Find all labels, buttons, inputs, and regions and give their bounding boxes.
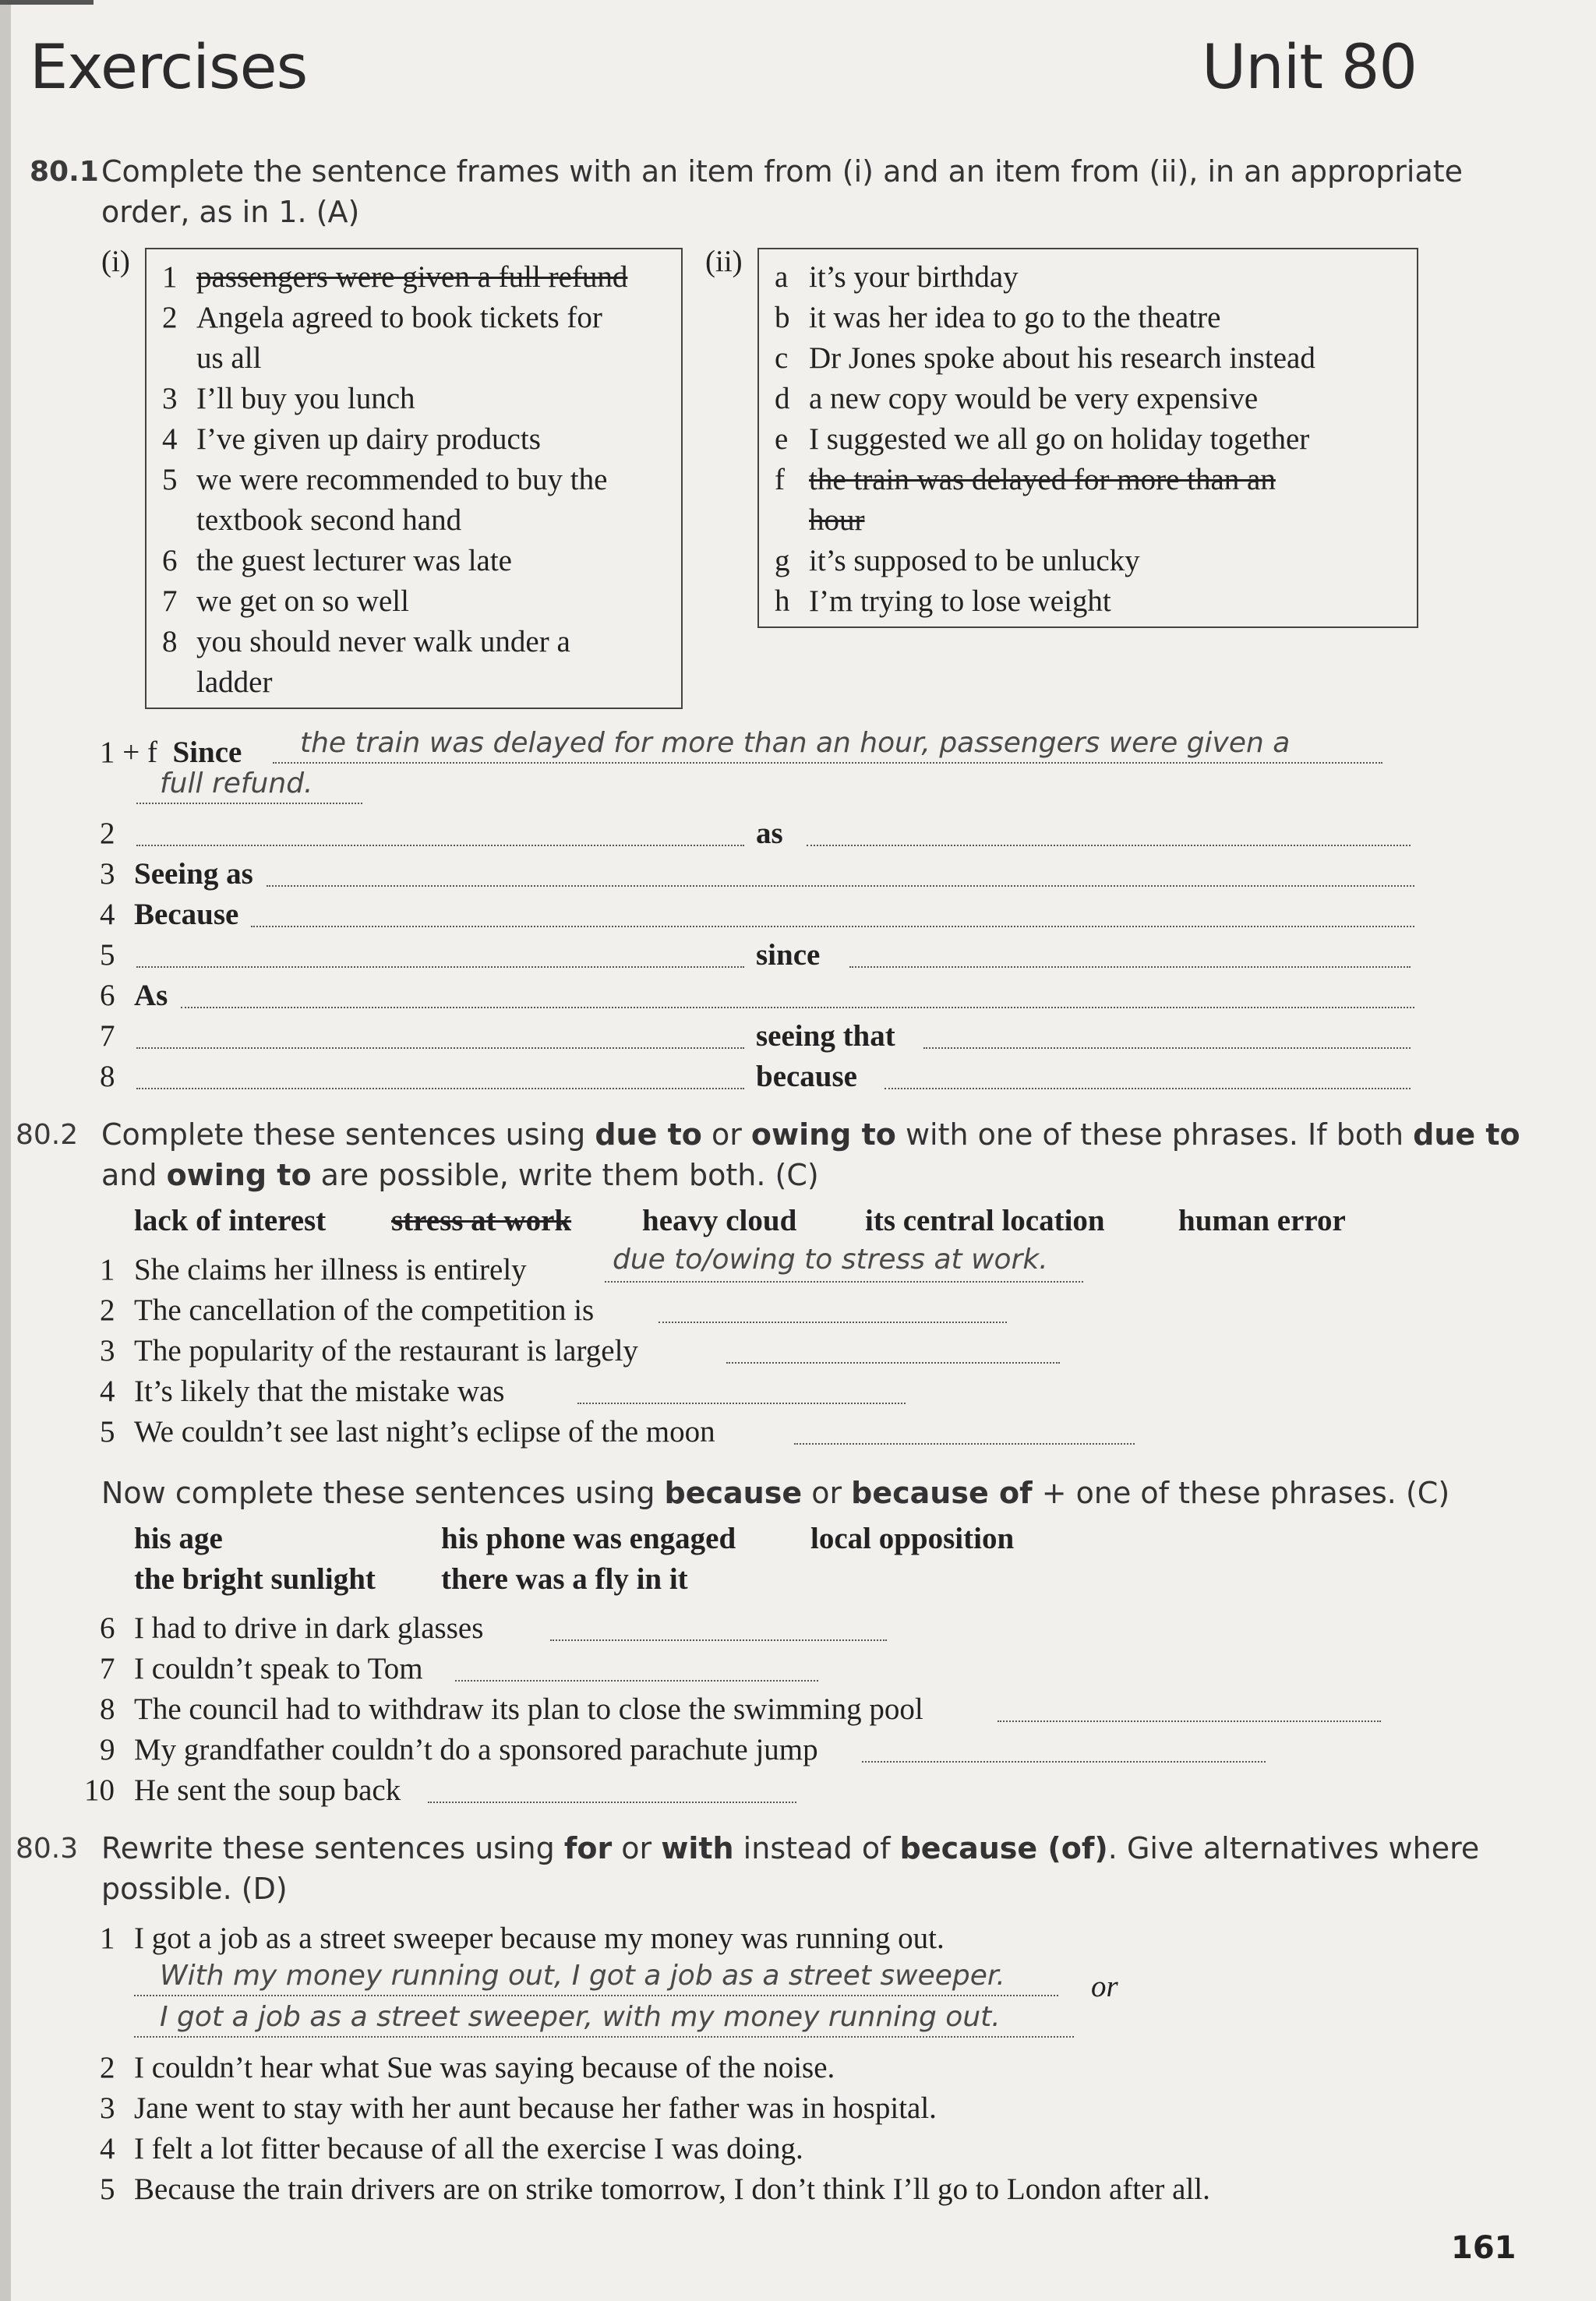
frame-number: 3	[100, 857, 115, 891]
top-rule	[0, 0, 94, 5]
item-letter: f	[775, 463, 785, 496]
frame-connector: As	[134, 979, 168, 1012]
example-answer-line2: full refund.	[160, 768, 313, 799]
rewrite-answer-1: With my money running out, I got a job as a street sweeper.	[160, 1960, 1005, 1992]
item-text: I suggested we all go on holiday together	[809, 422, 1310, 456]
item-text: the train was delayed for more than an	[809, 463, 1276, 496]
column-item	[162, 662, 272, 703]
item-letter: 2	[162, 301, 178, 334]
answer-line	[273, 762, 1382, 764]
item-number: 6	[100, 1611, 115, 1645]
item-number: 3	[100, 1334, 115, 1368]
item-number: 4	[100, 2132, 115, 2165]
item-text: I couldn’t hear what Sue was saying because of the noise.	[134, 2051, 835, 2084]
item-number: 1	[100, 1922, 115, 1955]
item-number: 5	[100, 2172, 115, 2206]
answer-line	[134, 1995, 1058, 1996]
answer-line	[849, 966, 1411, 968]
answer-line	[807, 845, 1411, 846]
sentence-item	[100, 1689, 923, 1730]
item-number: 8	[100, 1692, 115, 1726]
item-number: 10	[84, 1773, 115, 1807]
sentence-item	[100, 1331, 638, 1371]
column-item	[162, 379, 415, 419]
item-text: textbook second hand	[196, 503, 462, 537]
instruction-80-3-line2: possible. (D)	[101, 1872, 288, 1906]
item-number: 7	[100, 1652, 115, 1685]
sentence-item	[100, 1290, 594, 1331]
item-text: ladder	[196, 665, 273, 699]
column-item	[775, 500, 865, 541]
instruction-80-2-line2: and owing to are possible, write them both. (C)	[101, 1158, 819, 1192]
item-text: I felt a lot fitter because of all the exercise I was doing.	[134, 2132, 803, 2165]
phrase-option-used: stress at work	[391, 1204, 572, 1237]
column-item	[162, 541, 512, 581]
page-edge	[0, 0, 11, 2301]
instruction-80-2-part2: Now complete these sentences using because or because of + one of these phrases. (C)	[101, 1476, 1450, 1510]
frame-number: 6	[100, 979, 115, 1012]
item-letter: 7	[162, 584, 178, 618]
answer-line	[577, 1403, 906, 1404]
answer-line	[605, 1281, 1083, 1283]
sentence-item	[100, 1608, 483, 1649]
phrase-option: its central location	[865, 1204, 1105, 1237]
item-text: you should never walk under a	[196, 625, 570, 658]
column-item	[162, 257, 627, 298]
item-letter: 3	[162, 382, 178, 415]
item-letter: 4	[162, 422, 178, 456]
column-item	[162, 622, 570, 662]
column-item	[775, 460, 1276, 500]
column-item	[162, 338, 261, 379]
answer-line	[136, 966, 744, 968]
item-letter: h	[775, 584, 790, 618]
item-text: Angela agreed to book tickets for	[196, 301, 602, 334]
item-text: it’s supposed to be unlucky	[809, 544, 1140, 577]
item-number: 4	[100, 1375, 115, 1408]
column-item	[775, 541, 1140, 581]
answer-line	[136, 1047, 744, 1049]
item-text: I couldn’t speak to Tom	[134, 1652, 423, 1685]
column-item	[775, 338, 1315, 379]
answer-line	[885, 1088, 1411, 1089]
answer-line	[251, 926, 1414, 927]
item-text: The council had to withdraw its plan to close the swimming pool	[134, 1692, 923, 1726]
sentence-item	[100, 2088, 937, 2129]
or-label: or	[1091, 1970, 1118, 2003]
item-text: My grandfather couldn’t do a sponsored parachute jump	[134, 1733, 818, 1766]
answer-line	[428, 1802, 796, 1803]
item-letter: g	[775, 544, 790, 577]
phrase-option: lack of interest	[134, 1204, 327, 1237]
item-letter: 8	[162, 625, 178, 658]
column-item	[775, 257, 1019, 298]
answer-line	[136, 845, 744, 846]
page-number: 161	[1451, 2230, 1517, 2266]
answer-line	[659, 1322, 1007, 1323]
column-item	[775, 298, 1220, 338]
item-number: 2	[100, 2051, 115, 2084]
frame-number: 7	[100, 1019, 115, 1053]
answer-line	[862, 1761, 1266, 1763]
frame-number: 8	[100, 1060, 115, 1093]
answer-line	[267, 885, 1414, 887]
item-number: 9	[100, 1733, 115, 1766]
column-item	[775, 581, 1111, 622]
answer-line	[136, 803, 362, 804]
frame-connector: Seeing as	[134, 857, 253, 891]
page-title: Exercises	[30, 33, 308, 103]
answer-line	[136, 1088, 744, 1089]
item-text: I’ve given up dairy products	[196, 422, 541, 456]
sentence-item	[100, 1250, 527, 1290]
sentence-item	[100, 1412, 715, 1452]
sentence-item	[100, 1371, 504, 1412]
instruction-80-3-line1: Rewrite these sentences using for or with instead of because (of). Give alternatives where	[101, 1831, 1480, 1865]
item-text: It’s likely that the mistake was	[134, 1375, 505, 1408]
frame-connector: because	[756, 1060, 857, 1093]
frame-number: 2	[100, 817, 115, 850]
sentence-item	[100, 1918, 945, 1959]
column-ii-label: (ii)	[705, 245, 743, 278]
exercise-number-80-1: 80.1	[30, 156, 99, 188]
answer-line	[726, 1362, 1060, 1364]
item-text: us all	[196, 341, 262, 375]
item-text: I had to drive in dark glasses	[134, 1611, 484, 1645]
item-text: it’s your birthday	[809, 260, 1019, 294]
sentence-item	[100, 1730, 818, 1770]
phrase-option: human error	[1178, 1204, 1346, 1237]
item-number: 5	[100, 1415, 115, 1449]
column-item	[775, 419, 1309, 460]
phrase-option: his age	[134, 1522, 223, 1555]
rewrite-answer-1-alt: I got a job as a street sweeper, with my money running out.	[160, 2001, 1001, 2033]
column-item	[162, 581, 409, 622]
instruction-80-1-line1: Complete the sentence frames with an item from (i) and an item from (ii), in an appropriate	[101, 154, 1464, 189]
frame-number: 5	[100, 938, 115, 972]
phrase-option: the bright sunlight	[134, 1562, 376, 1596]
filled-answer: due to/owing to stress at work.	[613, 1244, 1048, 1276]
sentence-item	[84, 1770, 401, 1811]
item-text: we get on so well	[196, 584, 409, 618]
item-text: it was her idea to go to the theatre	[809, 301, 1221, 334]
item-text: hour	[809, 503, 865, 537]
example-connector: Since	[172, 736, 242, 769]
sentence-item	[100, 2129, 803, 2169]
frame-number: 4	[100, 898, 115, 931]
sentence-item	[100, 1649, 423, 1689]
column-item	[162, 460, 607, 500]
column-item	[162, 500, 461, 541]
example-answer-line1: the train was delayed for more than an hour, passengers were given a	[300, 727, 1291, 759]
phrase-option: there was a fly in it	[441, 1562, 688, 1596]
item-text: We couldn’t see last night’s eclipse of the moon	[134, 1415, 715, 1449]
frame-connector: Because	[134, 898, 239, 931]
item-text: The cancellation of the competition is	[134, 1293, 595, 1327]
item-number: 3	[100, 2091, 115, 2125]
answer-line	[181, 1007, 1414, 1008]
item-letter: e	[775, 422, 789, 456]
unit-title: Unit 80	[1202, 33, 1417, 103]
column-item	[775, 379, 1258, 419]
column-i-label: (i)	[101, 245, 130, 278]
phrase-option: his phone was engaged	[441, 1522, 736, 1555]
instruction-80-2-line1: Complete these sentences using due to or owing to with one of these phrases. If both due to	[101, 1117, 1520, 1152]
item-text: He sent the soup back	[134, 1773, 401, 1807]
exercise-number-80-2: 80.2	[16, 1119, 79, 1151]
frame-connector: seeing that	[756, 1019, 895, 1053]
answer-line	[794, 1443, 1135, 1445]
item-text: The popularity of the restaurant is largely	[134, 1334, 638, 1368]
item-letter: 5	[162, 463, 178, 496]
sentence-item	[100, 2169, 1210, 2210]
item-text: I’ll buy you lunch	[196, 382, 415, 415]
answer-line	[923, 1047, 1411, 1049]
sentence-item	[100, 2048, 835, 2088]
column-item	[162, 419, 541, 460]
item-letter: a	[775, 260, 789, 294]
item-text: I got a job as a street sweeper because my money was running out.	[134, 1922, 945, 1955]
item-letter: d	[775, 382, 790, 415]
item-letter: c	[775, 341, 789, 375]
item-text: She claims her illness is entirely	[134, 1253, 527, 1286]
answer-line	[134, 2036, 1074, 2038]
answer-line	[550, 1639, 887, 1641]
answer-line	[998, 1720, 1381, 1722]
phrase-option: heavy cloud	[642, 1204, 797, 1237]
frame-connector: as	[756, 817, 783, 850]
item-letter: 6	[162, 544, 178, 577]
item-text: a new copy would be very expensive	[809, 382, 1259, 415]
item-text: the guest lecturer was late	[196, 544, 512, 577]
item-text: I’m trying to lose weight	[809, 584, 1111, 618]
instruction-80-1-line2: order, as in 1. (A)	[101, 195, 360, 229]
frame-connector: since	[756, 938, 821, 972]
example-label: 1 + f	[100, 736, 157, 769]
item-text: Jane went to stay with her aunt because her father was in hospital.	[134, 2091, 937, 2125]
item-number: 1	[100, 1253, 115, 1286]
item-letter: 1	[162, 260, 178, 294]
item-text: Because the train drivers are on strike tomorrow, I don’t think I’ll go to London after all.	[134, 2172, 1210, 2206]
item-text: passengers were given a full refund	[196, 260, 628, 294]
item-letter: b	[775, 301, 790, 334]
item-number: 2	[100, 1293, 115, 1327]
column-item	[162, 298, 602, 338]
phrase-option: local opposition	[810, 1522, 1015, 1555]
item-text: Dr Jones spoke about his research instead	[809, 341, 1315, 375]
item-text: we were recommended to buy the	[196, 463, 608, 496]
exercise-number-80-3: 80.3	[16, 1833, 79, 1865]
answer-line	[455, 1680, 818, 1682]
